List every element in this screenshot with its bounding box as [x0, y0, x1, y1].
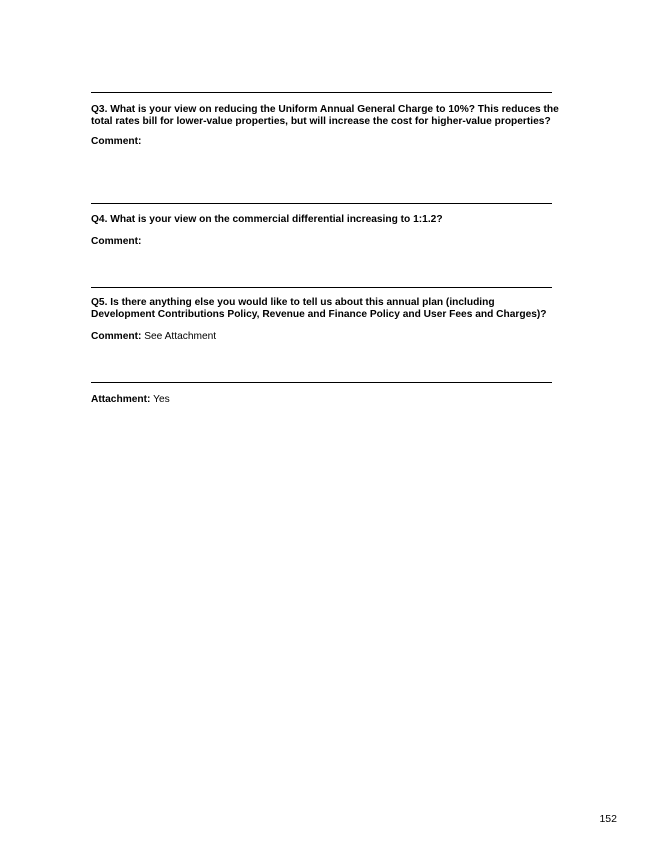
- section-divider: [91, 92, 552, 93]
- attachment-block: [91, 394, 561, 406]
- comment-label: Comment:: [91, 236, 142, 248]
- section-divider: [91, 382, 552, 383]
- comment-value: See Attachment: [144, 330, 217, 342]
- comment-line-q4: [91, 236, 561, 248]
- comment-line-q3: [91, 136, 561, 148]
- question-block-q5: [91, 297, 561, 343]
- comment-label: Comment:: [91, 135, 142, 147]
- section-divider: [91, 287, 552, 288]
- attachment-value: Yes: [153, 394, 170, 405]
- question-block-q4: [91, 214, 561, 249]
- page-number: 152: [599, 813, 617, 825]
- question-block-q3: [91, 104, 561, 148]
- question-text-q4: Q4. What is your view on the commercial differential increasing to 1:1.2?: [91, 214, 443, 225]
- attachment-label: Attachment:: [91, 394, 151, 405]
- comment-line-q5: [91, 331, 561, 343]
- question-text-q5: Q5. Is there anything else you would like to tell us about this annual plan (including Development Contributions Policy, Revenue and Finance Policy and User Fees and Charges)?: [91, 297, 547, 321]
- section-divider: [91, 203, 552, 204]
- comment-label: Comment:: [91, 330, 142, 342]
- attachment-line: [91, 394, 561, 406]
- question-text-q3: Q3. What is your view on reducing the Uniform Annual General Charge to 10%? This reduces the total rates bill for lower-value properties, but will increase the cost for higher-value properties?: [91, 104, 559, 128]
